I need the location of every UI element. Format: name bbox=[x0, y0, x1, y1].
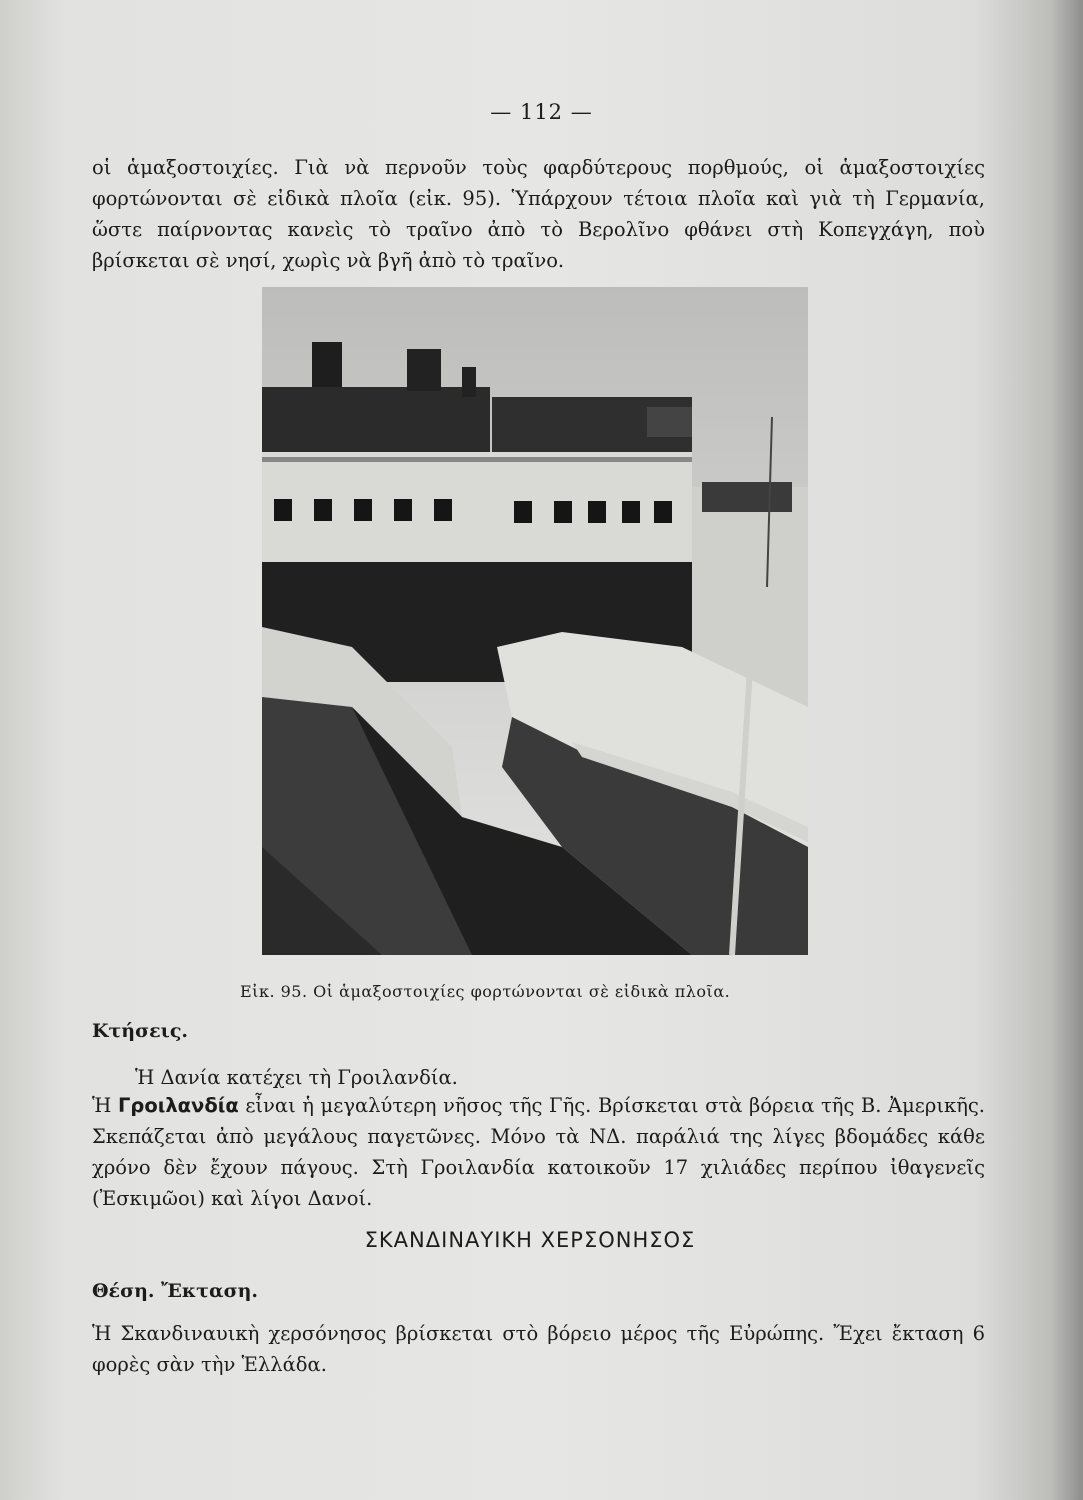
ferry-photo bbox=[262, 287, 808, 955]
greenland-paragraph bbox=[92, 1090, 985, 1214]
position-heading: Θέση. Ἔκταση. bbox=[92, 1280, 259, 1302]
section-title: ΣΚΑΝΔΙΝΑΥΙΚΗ ΧΕΡΣΟΝΗΣΟΣ bbox=[364, 1228, 696, 1252]
greenland-prefix: Ἡ bbox=[92, 1094, 112, 1117]
train-ferry-illustration bbox=[262, 287, 808, 955]
scandinavia-paragraph: Ἡ Σκανδιναυικὴ χερσόνησος βρίσκεται στὸ βόρειο μέρος τῆς Εὐρώπης. Ἔχει ἔκταση 6 φορὲς σὰν τὴν Ἑλλάδα. bbox=[92, 1322, 985, 1376]
possessions-heading: Κτήσεις. bbox=[92, 1020, 189, 1042]
denmark-sentence: Ἡ Δανία κατέχει τὴ Γροιλανδία. bbox=[135, 1066, 458, 1089]
greenland-text: εἶναι ἡ μεγαλύτερη νῆσος τῆς Γῆς. Βρίσκεται στὰ βόρεια τῆς Β. Ἀμερικῆς. Σκεπάζεται ἀπὸ μεγάλους παγετῶνες. Μόνο τὰ ΝΔ. παράλιά της λίγες βδομάδες κάθε χρόνο δὲν ἔχουν πάγους. Στὴ Γροιλανδία κατοικοῦν 17 χιλιάδες περίπου ἰθαγενεῖς (Ἐσκιμῶοι) καὶ λίγοι Δανοί. bbox=[92, 1094, 985, 1210]
greenland-name: Γροιλανδία bbox=[117, 1094, 239, 1117]
page-number: — 112 — bbox=[490, 100, 593, 124]
intro-paragraph: οἱ ἁμαξοστοιχίες. Γιὰ νὰ περνοῦν τοὺς φαρδύτερους πορθμούς, οἱ ἁμαξοστοιχίες φορτώνονται σὲ εἰδικὰ πλοῖα (εἰκ. 95). Ὑπάρχουν τέτοια πλοῖα καὶ γιὰ τὴ Γερμανία, ὥστε παίρνοντας κανεὶς τὸ τραῖνο ἀπὸ τὸ Βερολῖνο φθάνει στὴ Κοπεγχάγη, ποὺ βρίσκεται σὲ νησί, χωρὶς νὰ βγῆ ἀπὸ τὸ τραῖνο. bbox=[92, 156, 985, 272]
figure-caption: Εἰκ. 95. Οἱ ἁμαξοστοιχίες φορτώνονται σὲ εἰδικὰ πλοῖα. bbox=[240, 982, 731, 1001]
